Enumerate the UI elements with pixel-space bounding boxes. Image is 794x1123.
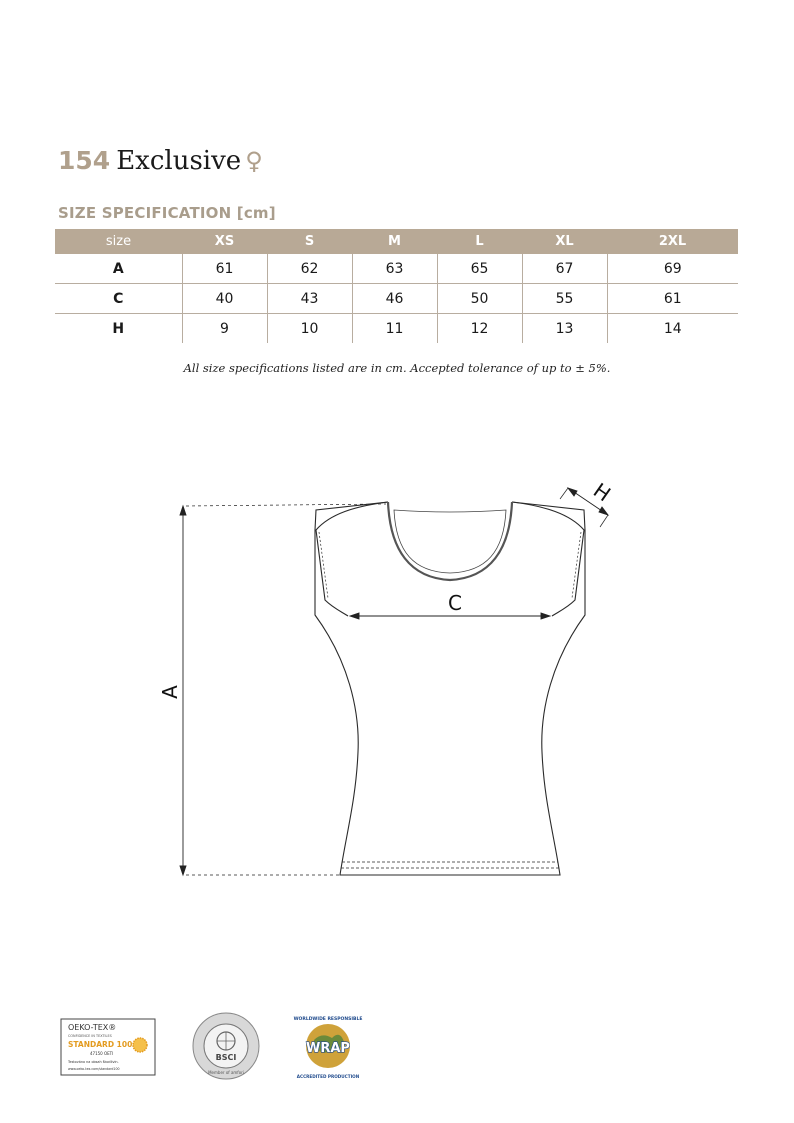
column-header-s: S <box>267 229 352 254</box>
wrap-logo <box>292 1010 364 1082</box>
tolerance-note: All size specifications listed are in cm. Accepted tolerance of up to ± 5%. <box>183 361 611 375</box>
table-row <box>55 254 738 284</box>
oeko-tex-line1: Testováno na obsah škodlivin. <box>68 1060 119 1064</box>
size-table <box>55 229 738 343</box>
column-header-l: L <box>437 229 522 254</box>
column-header-2xl: 2XL <box>607 229 738 254</box>
oeko-tex-standard: STANDARD 100 <box>68 1040 133 1049</box>
bsci-label: BSCI <box>215 1053 237 1062</box>
neckline <box>388 502 512 580</box>
table-cell: 50 <box>437 284 522 314</box>
table-cell: 63 <box>352 254 437 284</box>
wrap-bottom-text: ACCREDITED PRODUCTION <box>296 1074 360 1079</box>
product-name: Exclusive <box>116 146 242 176</box>
table-cell: 46 <box>352 284 437 314</box>
wrap-top-text: WORLDWIDE RESPONSIBLE <box>293 1017 363 1022</box>
oeko-tex-code: 47150 OETI <box>90 1051 114 1056</box>
table-cell: 61 <box>182 254 267 284</box>
tshirt-outline <box>315 502 585 875</box>
table-cell: 62 <box>267 254 352 284</box>
column-header-m: M <box>352 229 437 254</box>
table-cell: 61 <box>607 284 738 314</box>
column-header-xl: XL <box>522 229 607 254</box>
female-symbol-icon: ♀ <box>245 147 263 175</box>
row-label: C <box>55 284 182 314</box>
size-spec-heading: SIZE SPECIFICATION [cm] <box>58 204 276 222</box>
dimension-label-c: C <box>448 591 462 615</box>
table-cell: 69 <box>607 254 738 284</box>
table-cell: 10 <box>267 314 352 344</box>
oeko-tex-logo <box>60 1018 156 1076</box>
table-cell: 13 <box>522 314 607 344</box>
table-cell: 11 <box>352 314 437 344</box>
table-cell: 67 <box>522 254 607 284</box>
bsci-logo <box>190 1010 262 1082</box>
oeko-tex-subtitle: CONFIDENCE IN TEXTILES <box>68 1034 112 1038</box>
dimension-label-a: A <box>158 685 182 699</box>
product-number: 154 <box>58 146 111 175</box>
left-sleeve <box>316 502 388 616</box>
row-label: H <box>112 320 125 337</box>
table-cell: 9 <box>182 314 267 344</box>
table-cell: 43 <box>267 284 352 314</box>
table-cell: 14 <box>607 314 738 344</box>
table-cell: 65 <box>437 254 522 284</box>
column-header-size: size <box>55 229 182 254</box>
product-title <box>58 146 263 186</box>
table-cell: 12 <box>437 314 522 344</box>
sun-icon <box>133 1038 147 1052</box>
wrap-label: WRAP <box>306 1041 350 1056</box>
table-row <box>55 284 738 314</box>
certification-logos <box>0 1010 794 1080</box>
column-header-xs: XS <box>182 229 267 254</box>
table-cell: 40 <box>182 284 267 314</box>
table-header-row <box>55 229 738 254</box>
oeko-tex-name: OEKO-TEX® <box>68 1023 117 1032</box>
table-cell: 55 <box>522 284 607 314</box>
dimension-label-h: H <box>588 478 616 507</box>
right-sleeve <box>512 502 584 616</box>
bsci-member-text: Member of amfori <box>208 1070 244 1075</box>
table-row <box>55 314 738 344</box>
oeko-tex-url: www.oeko-tex.com/standard100 <box>68 1067 120 1071</box>
tshirt-drawing <box>150 470 630 900</box>
row-label: A <box>55 254 182 284</box>
